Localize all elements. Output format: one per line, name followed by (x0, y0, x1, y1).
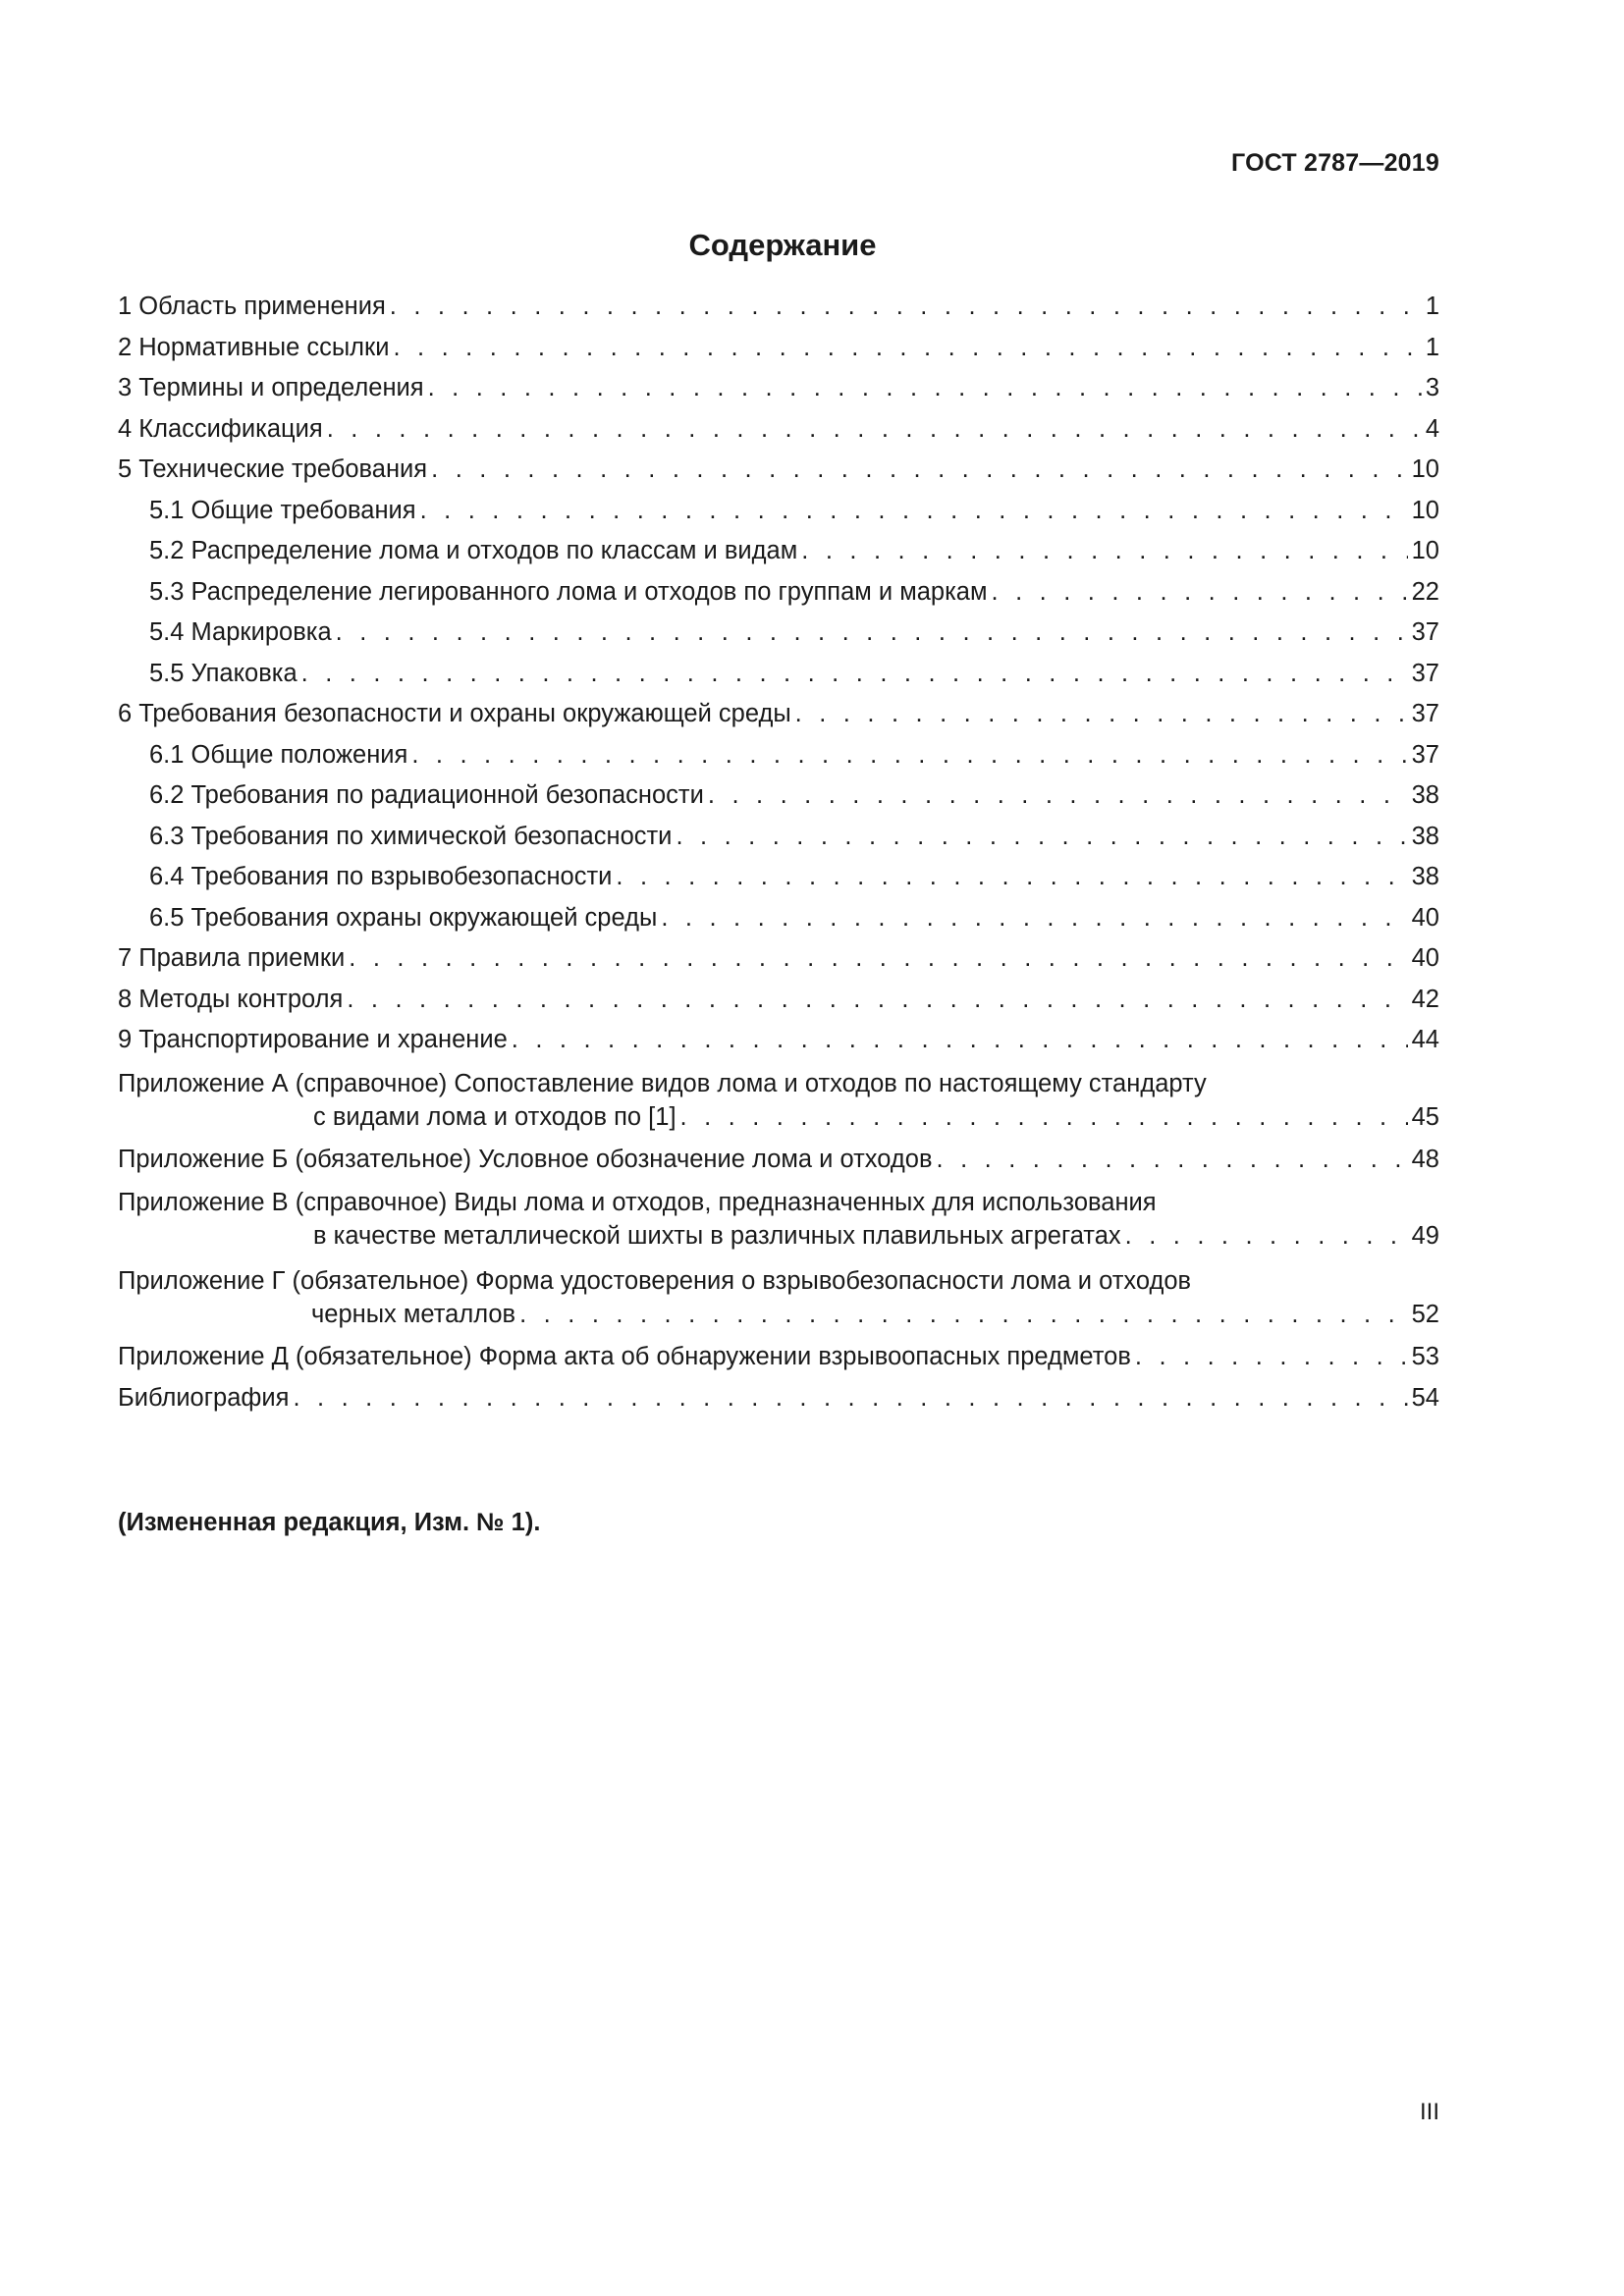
toc-item-page: 44 (1411, 1026, 1439, 1053)
toc-item-5-2[interactable] (118, 531, 1439, 572)
toc-item-page: 1 (1425, 293, 1439, 320)
toc-appendix-continuation: с видами лома и отходов по [1] (313, 1102, 677, 1131)
toc-item-text: 5.3 Распределение легированного лома и отходов по группам и маркам (149, 577, 988, 606)
toc-item-page: 48 (1411, 1145, 1439, 1173)
dot-leader (937, 1140, 1408, 1181)
toc-bibliography[interactable] (118, 1378, 1439, 1419)
dot-leader (349, 938, 1407, 980)
dot-leader (1135, 1337, 1408, 1378)
toc-item-6[interactable] (118, 694, 1439, 735)
dot-leader (301, 654, 1408, 695)
toc-item-2[interactable] (118, 328, 1439, 369)
toc-appendix-v[interactable] (118, 1180, 1439, 1258)
toc-item-page: 10 (1411, 455, 1439, 483)
toc-item-text: 5.2 Распределение лома и отходов по классам и видам (149, 537, 798, 564)
toc-appendix-continuation: черных металлов (311, 1301, 516, 1328)
toc-item-text: 5.5 Упаковка (149, 659, 298, 687)
dot-leader (428, 368, 1422, 409)
dot-leader (801, 531, 1407, 572)
toc-appendix-title: Приложение Д (обязательное) Форма акта об обнаружении взрывоопасных предметов (118, 1343, 1131, 1370)
toc-item-text: 6 Требования безопасности и охраны окружающей среды (118, 700, 791, 727)
toc-item-1[interactable] (118, 287, 1439, 328)
dot-leader (992, 572, 1408, 614)
toc-item-page: 54 (1411, 1383, 1439, 1412)
toc-item-page: 10 (1411, 537, 1439, 564)
page-number: III (1419, 2099, 1439, 2125)
toc-item-6-2[interactable] (118, 775, 1439, 817)
toc-item-page: 37 (1411, 659, 1439, 687)
toc-item-text: 6.2 Требования по радиационной безопасности (149, 781, 704, 809)
dot-leader (327, 409, 1422, 451)
toc-item-text: 5 Технические требования (118, 455, 428, 483)
toc-item-page: 4 (1425, 414, 1439, 443)
dot-leader (390, 287, 1422, 328)
toc-item-page: 38 (1411, 822, 1439, 850)
toc-item-text: 4 Классификация (118, 414, 323, 443)
dot-leader (411, 735, 1407, 776)
toc-item-5-3[interactable] (118, 572, 1439, 614)
toc-item-page: 42 (1411, 985, 1439, 1013)
page-title: Содержание (688, 228, 877, 262)
toc-appendix-title: Приложение Г (обязательное) Форма удостоверения о взрывобезопасности лома и отходов (118, 1267, 1192, 1295)
toc-item-5[interactable] (118, 450, 1439, 491)
toc-item-page: 37 (1411, 740, 1439, 769)
toc-item-4[interactable] (118, 409, 1439, 451)
toc-item-page: 37 (1411, 700, 1439, 727)
toc-appendix-d[interactable] (118, 1337, 1439, 1378)
toc-item-9[interactable] (118, 1020, 1439, 1061)
dot-leader (393, 328, 1421, 369)
dot-leader (616, 857, 1407, 898)
toc-item-page: 45 (1411, 1102, 1439, 1131)
toc-item-text: 3 Термины и определения (118, 374, 424, 401)
toc-appendix-title: Приложение В (справочное) Виды лома и отходов, предназначенных для использования (118, 1189, 1157, 1216)
dot-leader (680, 1100, 1408, 1134)
toc-item-text: 1 Область применения (118, 293, 386, 320)
toc-item-text: 9 Транспортирование и хранение (118, 1026, 508, 1053)
toc-item-text: 8 Методы контроля (118, 985, 344, 1013)
dot-leader (708, 775, 1408, 817)
toc-item-page: 22 (1411, 577, 1439, 606)
toc-item-page: 10 (1411, 496, 1439, 524)
toc-item-text: 2 Нормативные ссылки (118, 333, 390, 361)
document-code: ГОСТ 2787—2019 (1231, 149, 1439, 177)
toc-appendix-continuation: в качестве металлической шихты в различных плавильных агрегатах (313, 1222, 1121, 1250)
dot-leader (795, 694, 1408, 735)
toc-item-page: 52 (1411, 1301, 1439, 1328)
toc-item-page: 53 (1411, 1343, 1439, 1370)
toc-item-6-3[interactable] (118, 817, 1439, 858)
toc-item-text: 5.4 Маркировка (149, 618, 332, 646)
toc-item-page: 49 (1411, 1222, 1439, 1250)
toc-item-6-5[interactable] (118, 898, 1439, 939)
toc-item-page: 37 (1411, 618, 1439, 646)
toc-item-page: 3 (1425, 374, 1439, 401)
toc-item-page: 40 (1411, 903, 1439, 932)
dot-leader (336, 613, 1408, 654)
toc-item-3[interactable] (118, 368, 1439, 409)
toc-appendix-title: Приложение Б (обязательное) Условное обозначение лома и отходов (118, 1145, 933, 1173)
dot-leader (661, 898, 1407, 939)
dot-leader (512, 1020, 1408, 1061)
toc-appendix-title: Библиография (118, 1383, 290, 1412)
dot-leader (347, 980, 1407, 1021)
toc-appendix-g[interactable] (118, 1258, 1439, 1337)
dot-leader (519, 1298, 1408, 1331)
toc-item-7[interactable] (118, 938, 1439, 980)
dot-leader (676, 817, 1407, 858)
toc-item-page: 38 (1411, 863, 1439, 890)
toc-item-6-1[interactable] (118, 735, 1439, 776)
toc-item-6-4[interactable] (118, 857, 1439, 898)
amendment-note: (Измененная редакция, Изм. № 1). (118, 1509, 541, 1536)
toc-appendix-a[interactable] (118, 1061, 1439, 1140)
toc-item-text: 6.5 Требования охраны окружающей среды (149, 903, 658, 932)
toc-item-5-4[interactable] (118, 613, 1439, 654)
toc-item-text: 6.1 Общие положения (149, 740, 408, 769)
dot-leader (431, 450, 1408, 491)
toc-item-text: 6.3 Требования по химической безопасности (149, 822, 673, 850)
dot-leader (1125, 1219, 1408, 1253)
toc-appendix-title: Приложение А (справочное) Сопоставление видов лома и отходов по настоящему стандарту (118, 1069, 1207, 1097)
toc-appendix-b[interactable] (118, 1140, 1439, 1181)
toc-item-5-1[interactable] (118, 491, 1439, 532)
toc-item-text: 7 Правила приемки (118, 944, 346, 972)
dot-leader (420, 491, 1408, 532)
toc-item-text: 6.4 Требования по взрывобезопасности (149, 863, 613, 890)
toc-item-page: 1 (1425, 333, 1439, 361)
toc-item-5-5[interactable] (118, 654, 1439, 695)
toc-item-page: 38 (1411, 781, 1439, 809)
dot-leader (293, 1378, 1407, 1419)
table-of-contents (118, 287, 1439, 1418)
toc-item-text: 5.1 Общие требования (149, 496, 416, 524)
toc-item-8[interactable] (118, 980, 1439, 1021)
toc-item-page: 40 (1411, 944, 1439, 972)
